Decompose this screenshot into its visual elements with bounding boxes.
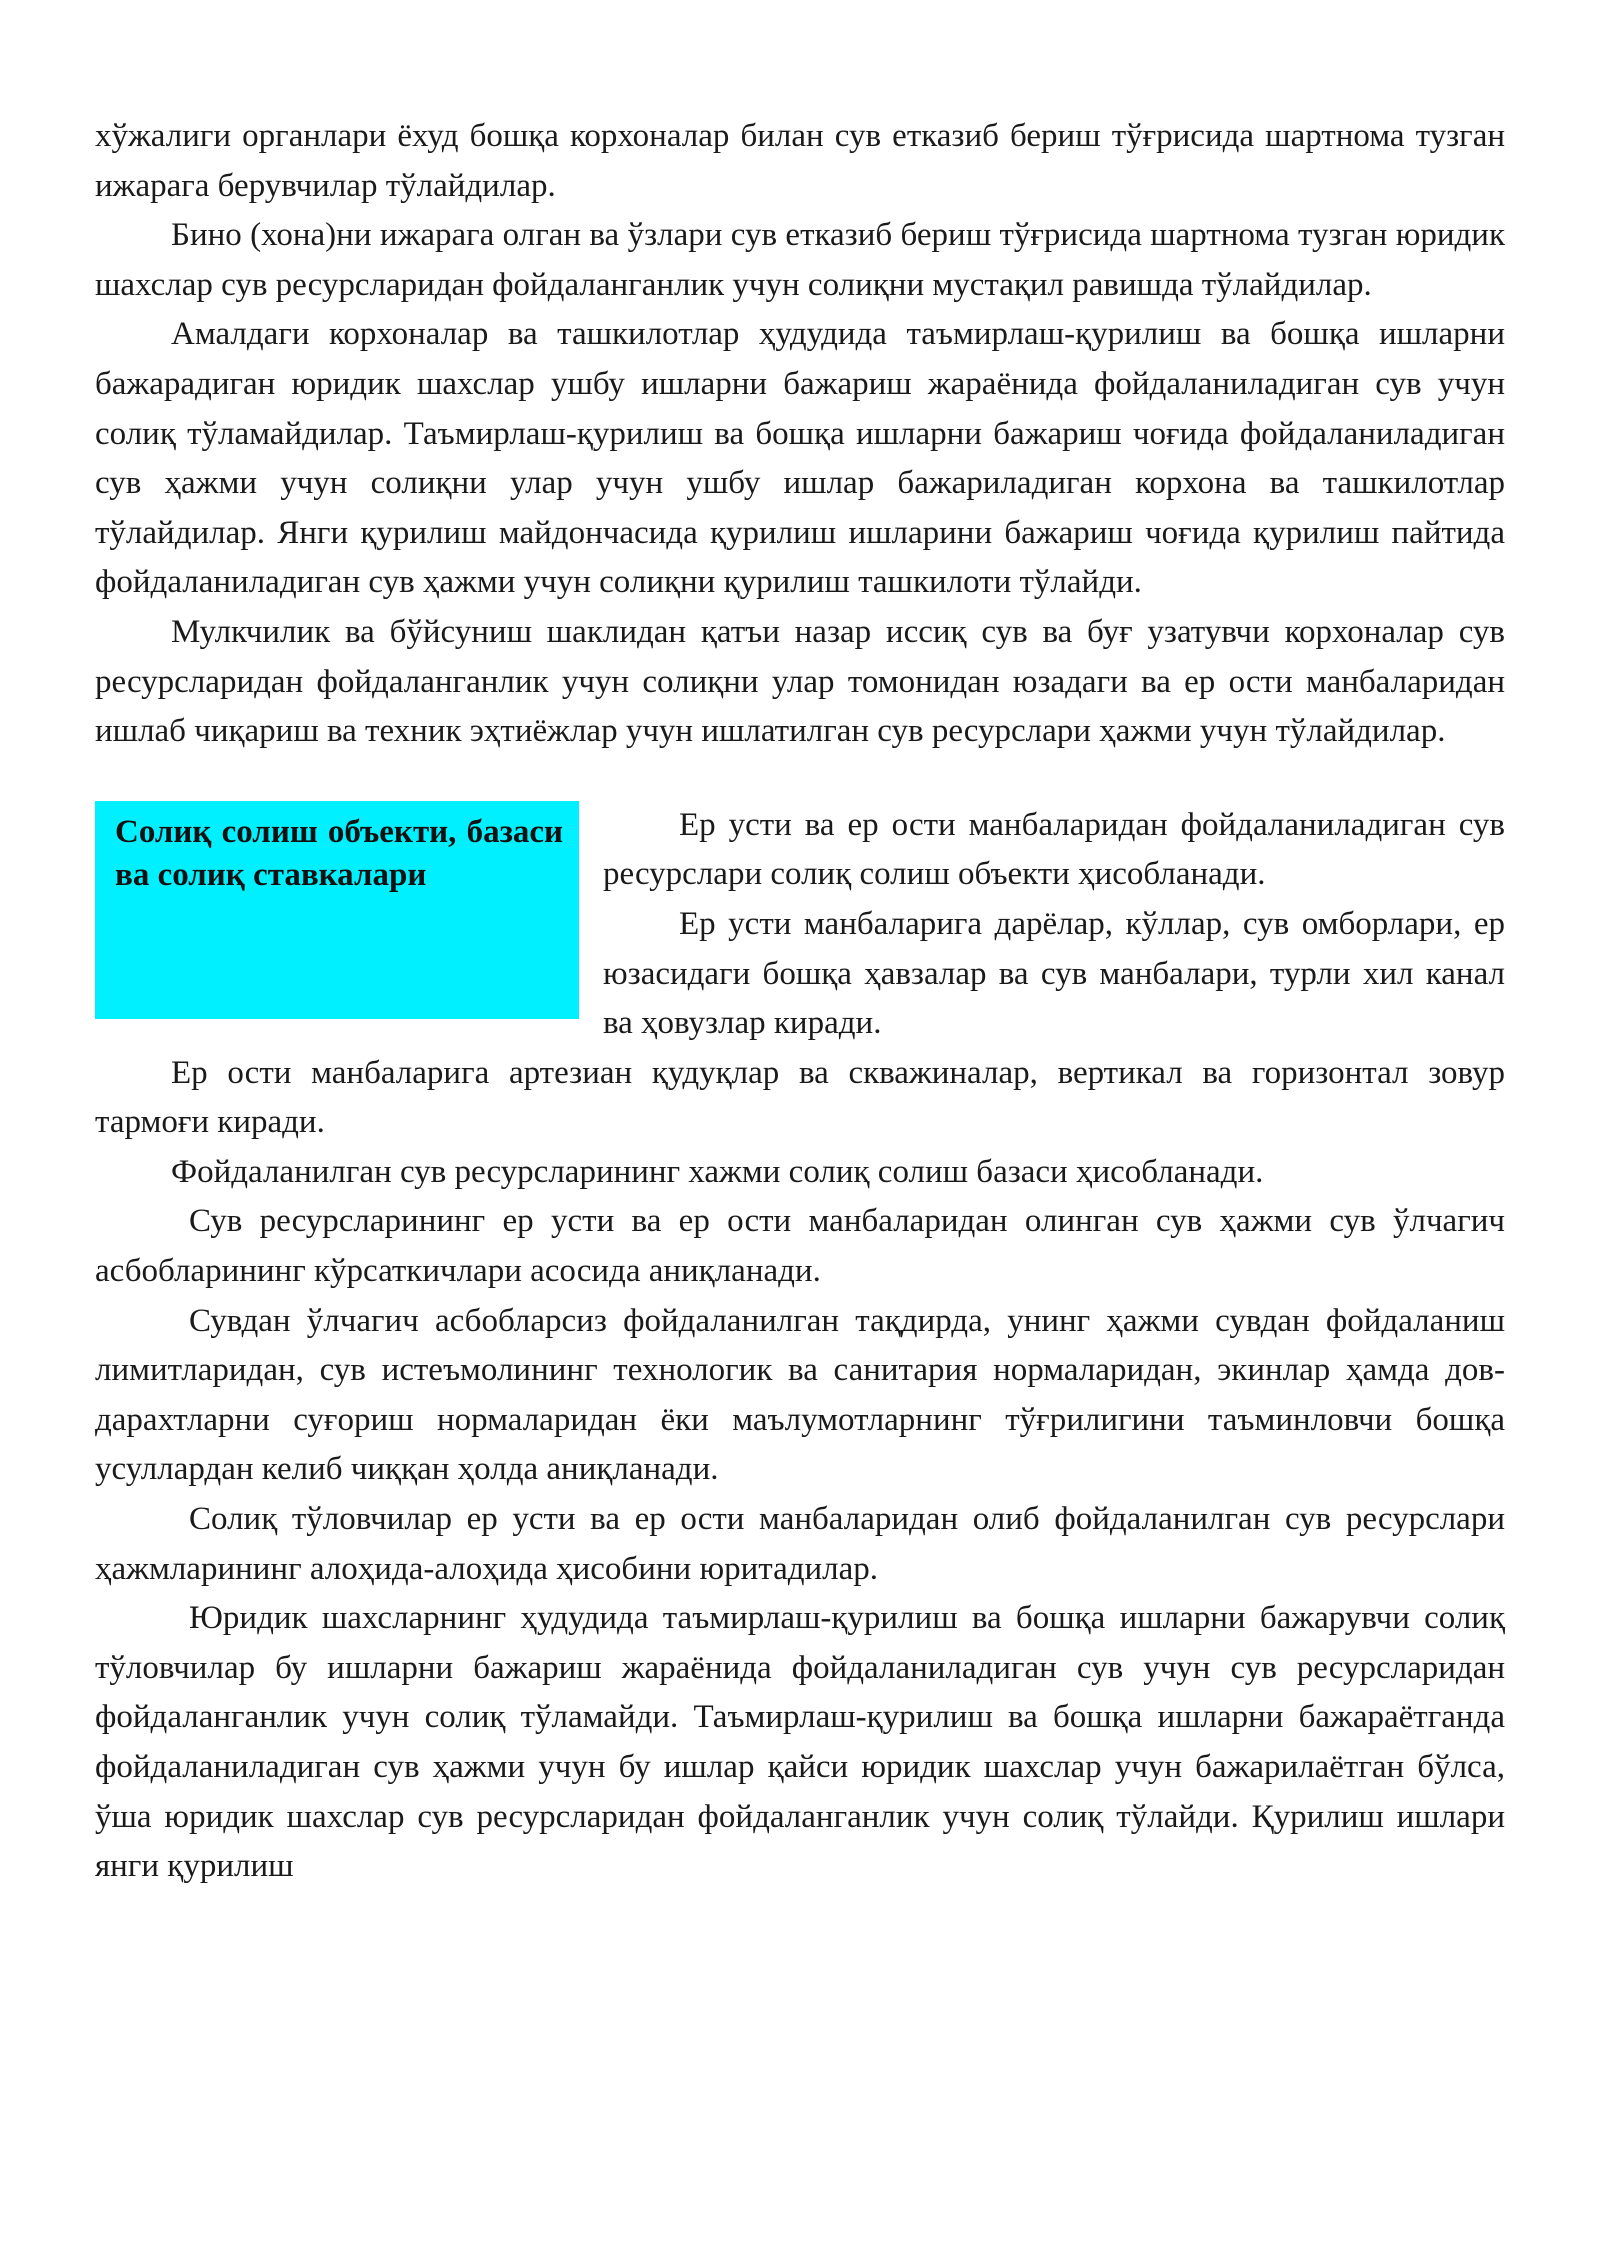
paragraph-water-meters: Сув ресурсларининг ер усти ва ер ости манбаларидан олинган сув ҳажми сув ўлчагич асбобларининг кўрсаткичлари асосида аниқланади. [95, 1203, 1505, 1290]
paragraph-tax-base: Фойдаланилган сув ресурсларининг хажми солиқ солиш базаси ҳисобланади. [171, 1153, 1264, 1190]
paragraph-hot-water-enterprises: Мулкчилик ва бўйсуниш шаклидан қатъи назар иссиқ сув ва буғ узатувчи корхоналар сув ресурсларидан фойдаланганлик учун солиқни улар томонидан юзадаги ва ер ости манбаларидан ишлаб чиқариш ва техник эҳтиёжлар учун ишлатилган сув ресурслари ҳажми учун тўлайдилар. [95, 613, 1505, 750]
document-page [95, 112, 1505, 1892]
paragraph-without-meters: Сувдан ўлчагич асбобларсиз фойдаланилган тақдирда, унинг ҳажми сувдан фойдаланиш лимитларидан, сув истеъмолининг технологик ва санитария нормаларидан, экинлар ҳамда дов-дарахтларни суғориш нормаларидан ёки маълумотларнинг тўғрилигини таъминловчи бошқа усуллардан келиб чиққан ҳолда аниқланади. [95, 1302, 1505, 1488]
paragraph-construction-works: Амалдаги корхоналар ва ташкилотлар ҳудудида таъмирлаш-қурилиш ва бошқа ишларни бажарадиган юридик шахслар ушбу ишларни бажариш жараёнида фойдаланиладиган сув учун солиқ тўламайдилар. Таъмирлаш-қурилиш ва бошқа ишларни бажариш чоғида фойдаланиладиган сув ҳажми учун солиқни улар учун ушбу ишлар бажариладиган корхона ва ташкилотлар тўлайдилар. Янги қурилиш майдончасида қурилиш ишларини бажариш чоғида қурилиш пайтида фойдаланиладиган сув ҳажми учун солиқни қурилиш ташкилоти тўлайди. [95, 316, 1505, 601]
paragraph-lessee-tax: Бино (хона)ни ижарага олган ва ўзлари сув етказиб бериш тўғрисида шартнома тузган юридик шахслар сув ресурсларидан фойдаланганлик учун солиқни мустақил равишда тўлайдилар. [95, 217, 1505, 303]
paragraph-tax-object: Ер усти ва ер ости манбаларидан фойдаланиладиган сув ресурслари солиқ солиш объекти ҳисобланади. [603, 806, 1505, 893]
section-spacer [95, 757, 1505, 801]
paragraph-legal-entities-works: Юридик шахсларнинг ҳудудида таъмирлаш-қурилиш ва бошқа ишларни бажарувчи солиқ тўловчилар бу ишларни бажариш жараёнида фойдаланиладиган сув учун сув ресурсларидан фойдаланганлик учун солиқ тўламайди. Таъмирлаш-қурилиш ва бошқа ишларни бажараётганда фойдаланиладиган сув ҳажми учун бу ишлар қайси юридик шахслар учун бажарилаётган бўлса, ўша юридик шахслар сув ресурсларидан фойдаланганлик учун солиқ тўлайди. Қурилиш ишлари янги қурилиш [95, 1600, 1505, 1885]
paragraph-underground-sources: Ер ости манбаларига артезиан қудуқлар ва скважиналар, вертикал ва горизонтал зовур тармоғи киради. [95, 1054, 1505, 1141]
paragraph-continuation: хўжалиги органлари ёхуд бошқа корхоналар билан сув етказиб бериш тўғрисида шартнома тузган ижарага берувчилар тўлайдилар. [95, 118, 1505, 204]
paragraph-surface-sources: Ер усти манбаларига дарёлар, кўллар, сув омборлари, ер юзасидаги бошқа ҳавзалар ва сув манбалари, турли хил канал ва ҳовузлар киради. [603, 905, 1505, 1042]
section-heading-box [95, 801, 579, 1019]
paragraph-separate-accounting: Солиқ тўловчилар ер усти ва ер ости манбаларидан олиб фойдаланилган сув ресурслари ҳажмларининг алоҳида-алоҳида ҳисобини юритадилар. [95, 1501, 1505, 1587]
section-heading: Солиқ солиш объекти, базаси ва солиқ ставкалари [115, 813, 563, 893]
